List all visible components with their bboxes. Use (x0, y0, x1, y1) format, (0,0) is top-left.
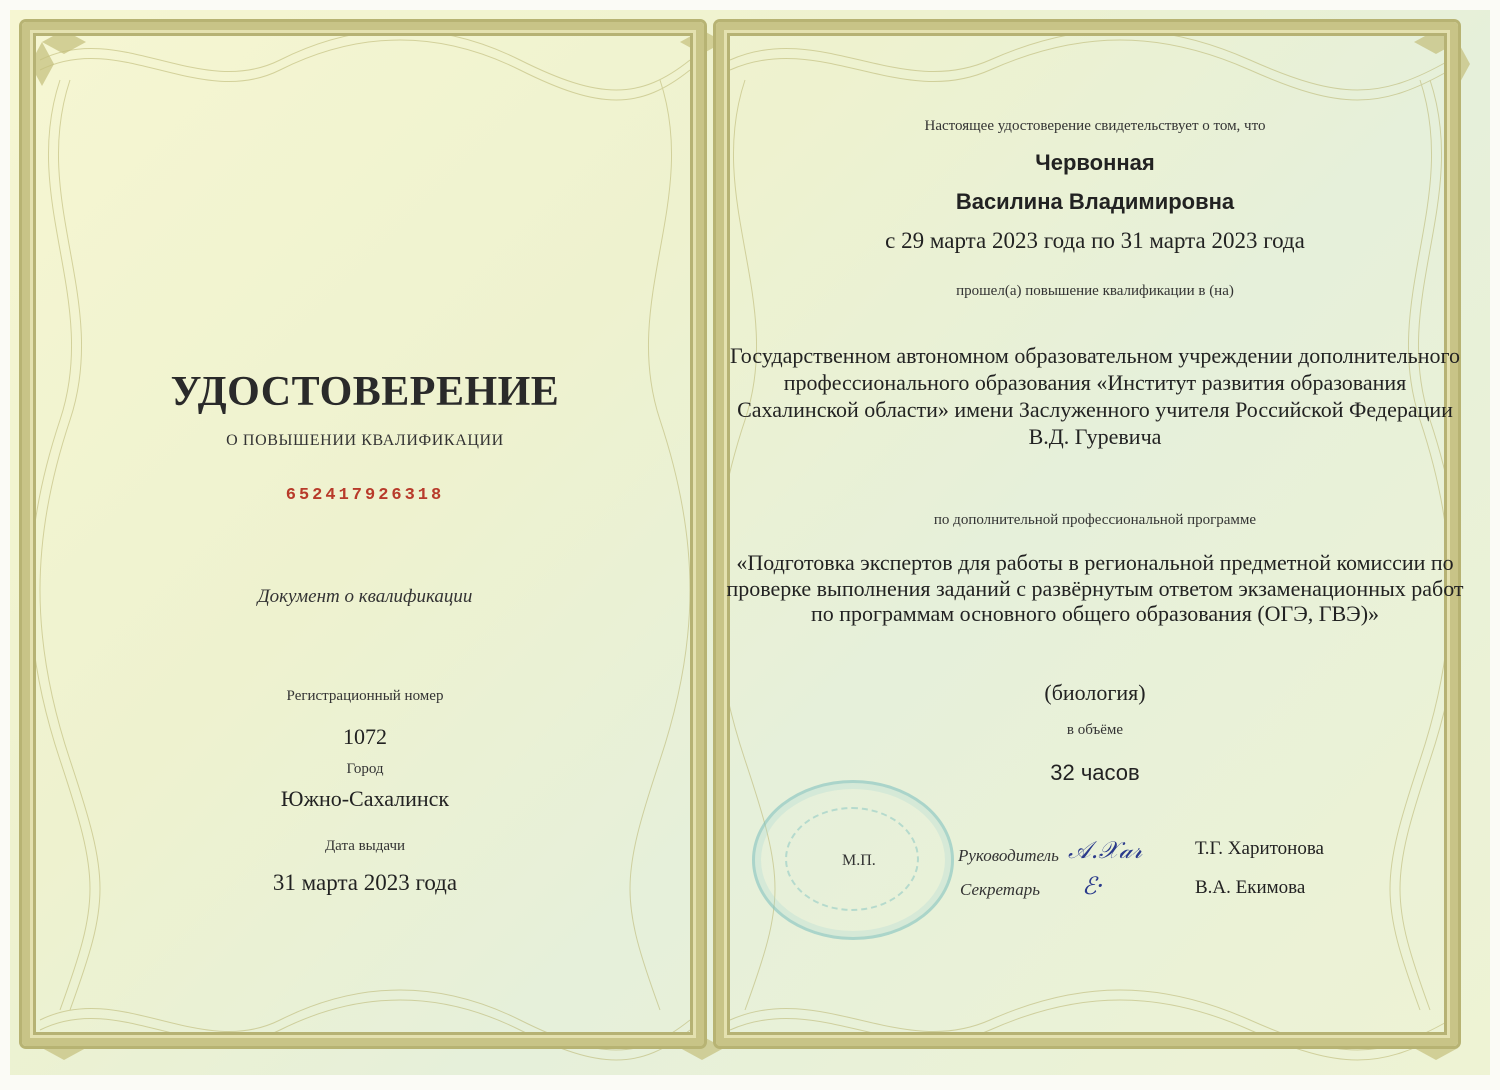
city-label: Город (346, 761, 384, 777)
volume-label: в объёме (1066, 722, 1124, 738)
registration-number: 1072 (343, 724, 387, 749)
program-subject: (биология) (1044, 680, 1146, 705)
hours-value: 32 часов (1050, 760, 1140, 785)
stamp-label: М.П. (842, 852, 876, 869)
program-name: «Подготовка экспертов для работы в региональной предметной комиссии по проверке выполнения заданий с развёрнутым ответом экзаменационных работ по программам основного общего образования (ОГЭ, ГВЭ)» (726, 550, 1464, 626)
head-role-label: Руководитель (958, 846, 1059, 865)
secretary-role-label: Секретарь (960, 880, 1040, 899)
secretary-signature: ℰ· (1082, 872, 1105, 900)
program-label: по дополнительной профессиональной программе (933, 512, 1257, 528)
training-period: с 29 марта 2023 года по 31 марта 2023 года (885, 228, 1305, 253)
organization-name: Государственном автономном образовательном учреждении дополнительного профессионального образования «Институт развития образования Сахалинской области» имени Заслуженного учителя Российской Федерации В.Д. Гуревича (730, 343, 1460, 449)
head-name: Т.Г. Харитонова (1195, 838, 1324, 859)
city-value: Южно-Сахалинск (280, 786, 450, 811)
issue-date-label: Дата выдачи (324, 838, 406, 854)
intro-text: Настоящее удостоверение свидетельствует о том, что (924, 118, 1266, 134)
document-title: УДОСТОВЕРЕНИЕ (170, 369, 560, 415)
document-kind: Документ о квалификации (257, 586, 473, 607)
passed-text: прошел(а) повышение квалификации в (на) (956, 283, 1234, 299)
serial-number: 652417926318 (285, 486, 445, 505)
secretary-name: В.А. Екимова (1195, 877, 1306, 898)
registration-number-label: Регистрационный номер (286, 688, 444, 704)
holder-surname: Червонная (1035, 150, 1155, 175)
holder-given-names: Василина Владимировна (955, 189, 1235, 214)
issue-date: 31 марта 2023 года (272, 870, 458, 895)
document-subtitle: О ПОВЫШЕНИИ КВАЛИФИКАЦИИ (226, 432, 504, 449)
head-signature: 𝒜.𝒳𝒶𝓇 (1068, 836, 1143, 864)
